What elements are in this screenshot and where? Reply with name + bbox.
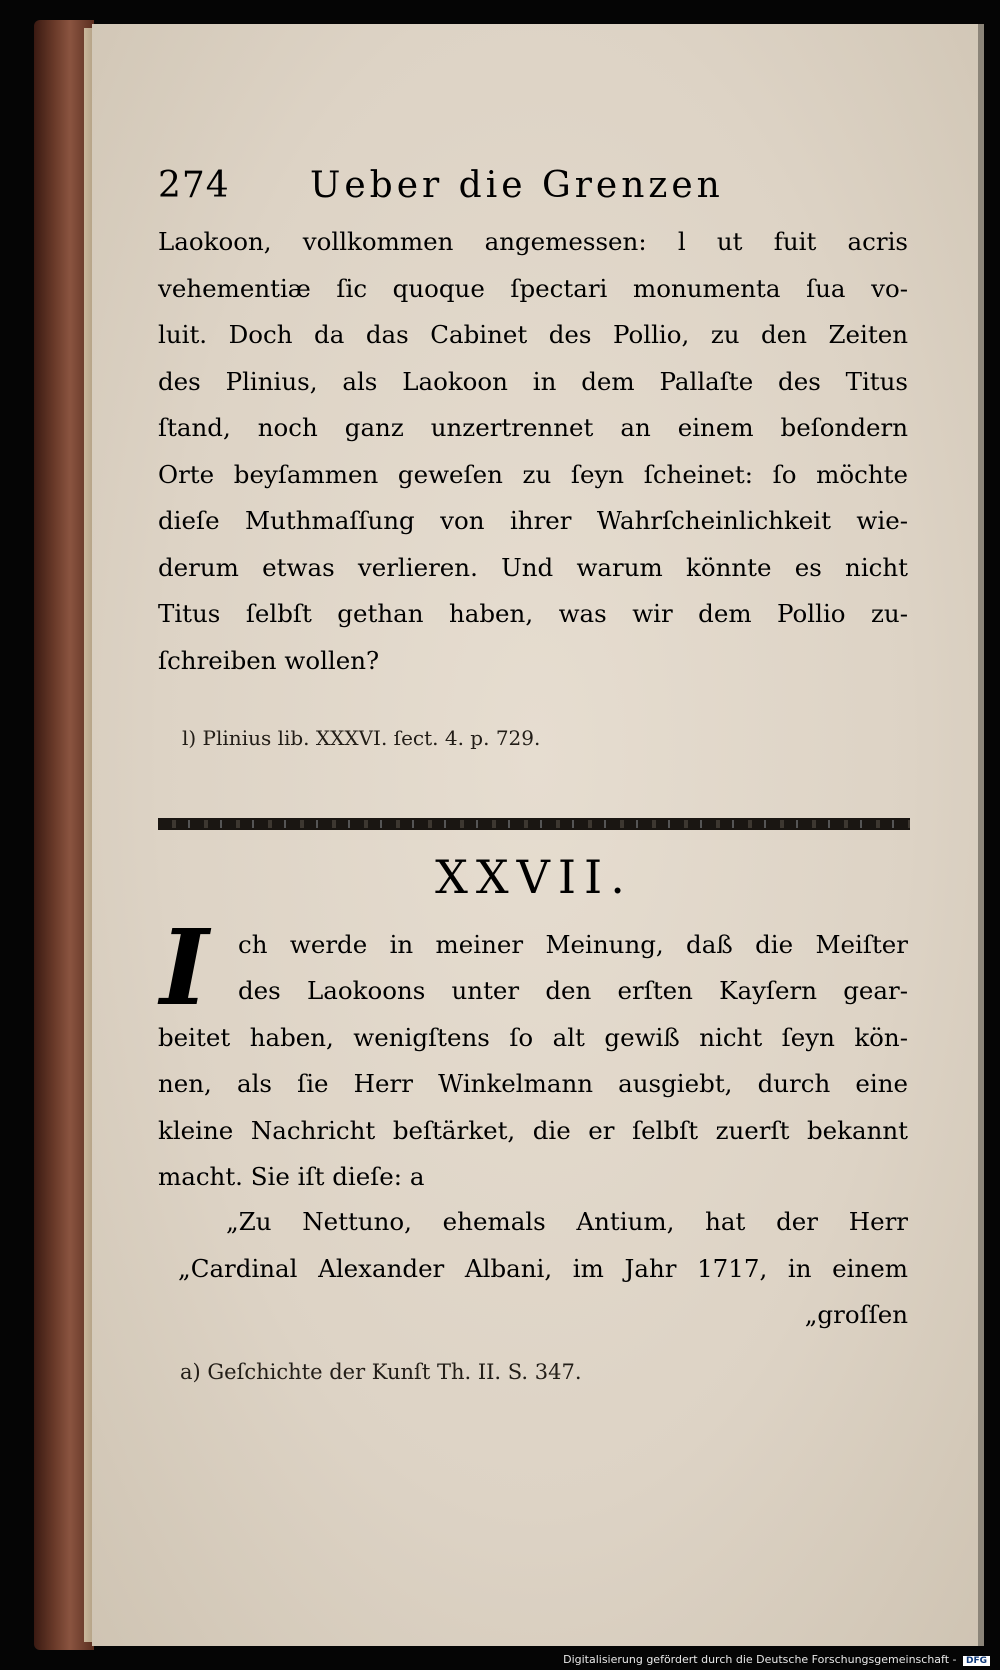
text-line: des Laokoons unter den erſten Kayſern gear- <box>238 976 908 1005</box>
running-head <box>158 165 748 215</box>
running-title: Ueber die Grenzen <box>310 165 724 206</box>
text-line: dieſe Muthmaſſung von ihrer Wahrſcheinlichkeit wie- <box>158 506 908 535</box>
continuation-paragraph <box>158 219 908 684</box>
text-line: derum etwas verlieren. Und warum könnte es nicht <box>158 552 908 582</box>
catchword: „groſſen <box>804 1300 908 1329</box>
text-line: Titus ſelbſt gethan haben, was wir dem Pollio zu- <box>158 599 908 628</box>
quotation <box>158 1199 908 1339</box>
text-line: kleine Nachricht beſtärket, die er ſelbſt zuerſt bekannt <box>158 1115 908 1145</box>
footnote-l: l) Plinius lib. XXXVI. ſect. 4. p. 729. <box>182 726 541 750</box>
digitization-notice <box>563 1653 990 1666</box>
digitization-text: Digitalisierung gefördert durch die Deutsche Forschungsgemeinschaft - <box>563 1653 957 1666</box>
page-number: 274 <box>158 165 230 206</box>
text-line: vehementiæ ſic quoque ſpectari monumenta ſua vo- <box>158 273 908 303</box>
quote-line: „Cardinal Alexander Albani, im Jahr 1717, in einem <box>178 1253 908 1283</box>
text-line: nen, als ſie Herr Winkelmann ausgiebt, durch eine <box>158 1069 908 1098</box>
text-line: ch werde in meiner Meinung, daß die Meiſter <box>238 930 908 959</box>
text-line: des Plinius, als Laokoon in dem Pallaſte des Titus <box>158 366 908 396</box>
text-line: macht. Sie iſt dieſe: a <box>158 1162 425 1191</box>
text-line: Orte beyſammen geweſen zu ſeyn ſcheinet: ſo möchte <box>158 459 908 489</box>
chapter-paragraph <box>158 968 908 1201</box>
chapter-number: XXVII. <box>435 850 633 904</box>
text-line: ſtand, noch ganz unzertrennet an einem beſondern <box>158 413 908 442</box>
text-line: beitet haben, wenigſtens ſo alt gewiß nicht ſeyn kön- <box>158 1022 908 1052</box>
text-line: Laokoon, vollkommen angemessen: l ut fuit acris <box>158 227 908 256</box>
dfg-logo: DFG <box>963 1656 990 1666</box>
quote-line: „Zu Nettuno, ehemals Antium, hat der Herr <box>226 1207 908 1236</box>
chapter-first-line <box>238 922 908 969</box>
footnote-a: a) Geſchichte der Kunſt Th. II. S. 347. <box>180 1360 582 1384</box>
drop-cap: I <box>160 906 209 1029</box>
text-line: ſchreiben wollen? <box>158 645 380 675</box>
ornamental-rule <box>158 818 910 830</box>
text-line: luit. Doch da das Cabinet des Pollio, zu den Zeiten <box>158 320 908 349</box>
